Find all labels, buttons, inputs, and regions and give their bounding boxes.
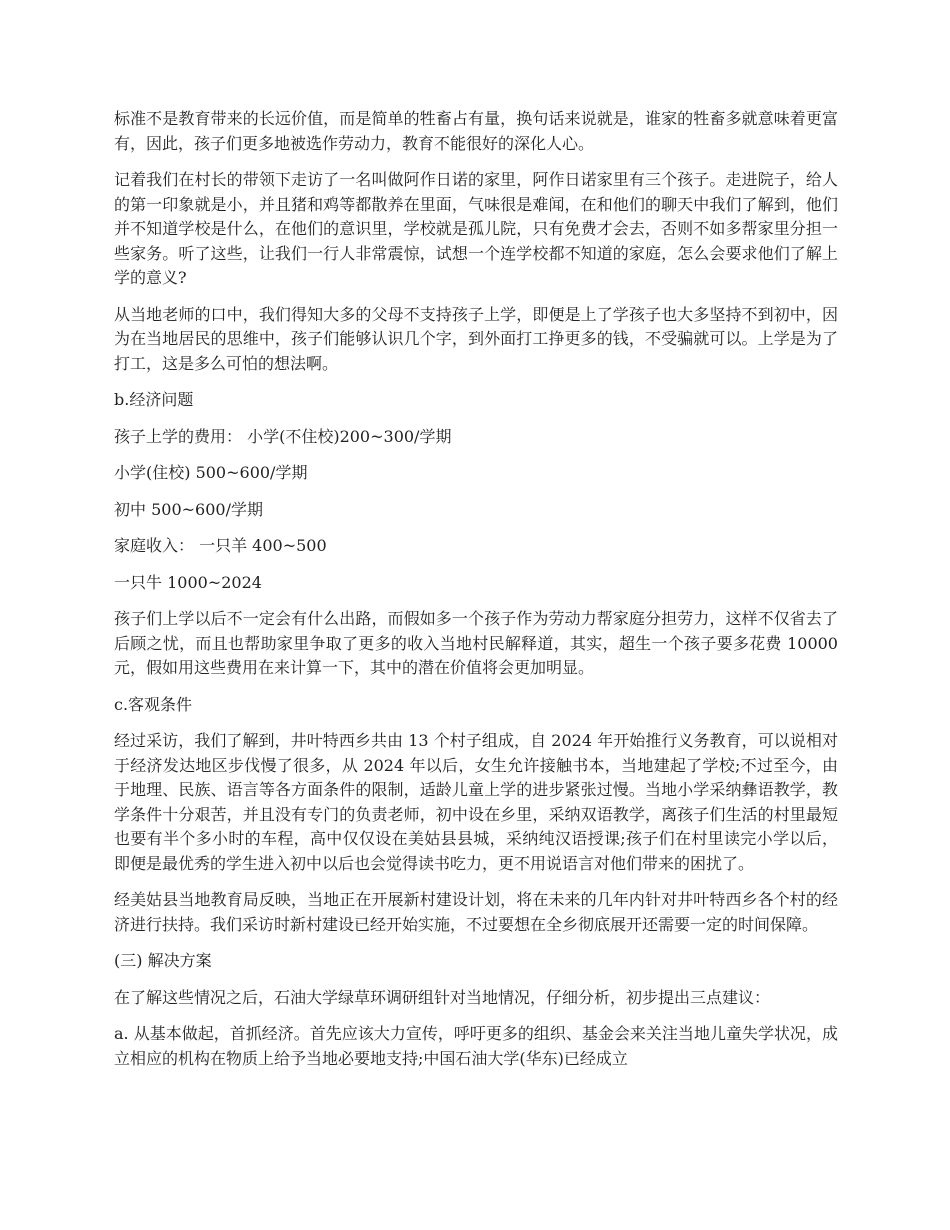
- income-cattle: 一只牛 1000~2024: [114, 572, 262, 592]
- section-heading-solutions: (三) 解决方案: [114, 951, 212, 970]
- paragraph-research-group: 在了解这些情况之后，石油大学绿草环调研组针对当地情况，仔细分析，初步提出三点建议：: [114, 987, 771, 1007]
- paragraph-teacher-account: 从当地老师的口中，我们得知大多的父母不支持孩子上学，即便是上了学孩子也大多坚持不到初中，因为在当地居民的思维中，孩子们能够认识几个字，到外面打工挣更多的钱，不受骗就可以。上学是为了打工，这是多么可怕的想法啊。: [114, 304, 838, 373]
- paragraph-labor-value: 孩子们上学以后不一定会有什么出路，而假如多一个孩子作为劳动力帮家庭分担劳力，这样不仅省去了后顾之忧，而且也帮助家里争取了更多的收入当地村民解释道，其实，超生一个孩子要多花费 10000 元，假如用这些费用在来计算一下，其中的潜在价值将会更加明显。: [114, 609, 838, 677]
- paragraph-family-visit: 记着我们在村长的带领下走访了一名叫做阿作日诺的家里，阿作日诺家里有三个孩子。走进院子，给人的第一印象就是小，并且猪和鸡等都散养在里面，气味很是难闻，在和他们的聊天中我们了解到，他们并不知道学校是什么，在他们的意识里，学校就是孤儿院，只有免费才会去，否则不如多帮家里分担一些家务。听了这些，让我们一行人非常震惊，试想一个连学校都不知道的家庭，怎么会要求他们了解上学的意义?: [114, 170, 838, 287]
- section-heading-objective: c.客观条件: [114, 694, 193, 714]
- fee-junior-high: 初中 500~600/学期: [114, 499, 263, 519]
- paragraph-interview-findings: 经过采访，我们了解到，井叶特西乡共由 13 个村子组成，自 2024 年开始推行义务教育，可以说相对于经济发达地区步伐慢了很多，从 2024 年以后，女生允许接触书本，当地建起了学校;不过至今，由于地理、民族、语言等各方面条件的限制，适龄儿童上学的进步紧张过慢。当地小学采纳彝语教学，教学条件十分艰苦，并且没有专门的负责老师，初中设在乡里，采纳双语教学，离孩子们生活的村里最短也要有半个多小时的车程，高中仅仅设在美姑县县城，采纳纯汉语授课;孩子们在村里读完小学以后，即便是最优秀的学生进入初中以后也会觉得读书吃力，更不用说语言对他们带来的困扰了。: [114, 731, 838, 873]
- paragraph-livestock-values: 标准不是教育带来的长远价值，而是简单的牲畜占有量，换句话来说就是，谁家的牲畜多就意味着更富有，因此，孩子们更多地被选作劳动力，教育不能很好的深化人心。: [114, 109, 838, 153]
- income-sheep: 家庭收入： 一只羊 400~500: [114, 536, 327, 555]
- document-page: [114, 107, 838, 1083]
- fee-primary-day: 孩子上学的费用： 小学(不住校)200~300/学期: [114, 426, 452, 446]
- fee-primary-boarding: 小学(住校) 500~600/学期: [114, 463, 308, 482]
- paragraph-suggestion-a: a. 从基本做起，首抓经济。首先应该大力宣传，呼吁更多的组织、基金会来关注当地儿童失学状况，成立相应的机构在物质上给予当地必要地支持;中国石油大学(华东)已经成立: [114, 1024, 838, 1068]
- paragraph-education-bureau: 经美姑县当地教育局反映，当地正在开展新村建设计划，将在未来的几年内针对井叶特西乡各个村的经济进行扶持。我们采访时新村建设已经开始实施，不过要想在全乡彻底展开还需要一定的时间保障。: [114, 890, 838, 934]
- section-heading-economic: b.经济问题: [114, 390, 194, 409]
